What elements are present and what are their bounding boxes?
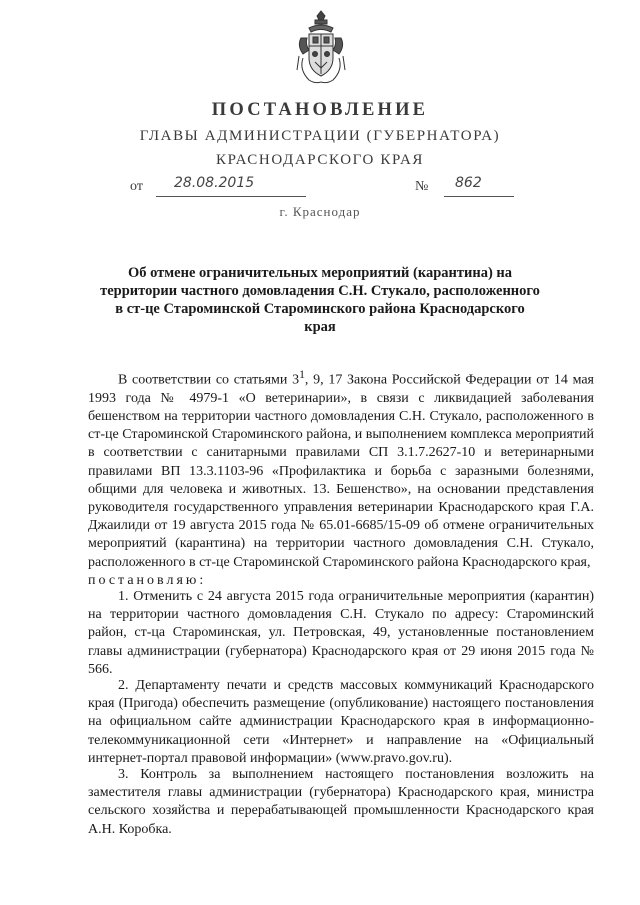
city-line: г. Краснодар [279,204,361,219]
coat-of-arms-emblem [295,10,347,86]
document-title: Об отмене ограничительных мероприятий (карантина) на территории частного домовладения С.Н. Стукало, расположенного в ст-це Староминской Староминского района Краснодарского края [100,265,540,335]
number-label: № [415,179,429,194]
handwritten-date: 28.08.2015 [174,175,255,191]
document-type-heading: ПОСТАНОВЛЕНИЕ [211,100,429,120]
item-3-paragraph: 3. Контроль за выполнением настоящего постановления возложить на заместителя главы администрации (губернатора) Краснодарского края, министра сельского хозяйства и перерабатывающей промышленности Краснодарского края А.Н. Коробка. [88,767,594,837]
decree-word: постановляю: [88,572,207,588]
article-superscript: 1 [299,368,305,381]
handwritten-number: 862 [455,175,482,191]
number-underline [444,196,514,197]
date-number-row [130,176,530,202]
preamble-text-start: В соответствии со статьями 3 [118,372,300,388]
item-1-paragraph: 1. Отменить с 24 августа 2015 года ограничительные мероприятия (карантин) на территории частного домовладения С.Н. Стукало по адресу: Староминский район, ст-ца Староминская, ул. Петровская, 49, установленные постановлением главы администрации (губернатора) Краснодарского края от 29 июня 2015 года № 566. [88,589,594,677]
preamble-text-rest: , 9, 17 Закона Российской Федерации от 14 мая 1993 года № 4979-1 «О ветеринарии», в связи с ликвидацией заболевания бешенством на территории частного домовладения С.Н. Стукало, расположенного в ст-це Староминской Староминского района, и выполнением комплекса мероприятий в соответствии с санитарными правилами СП 3.1.7.2627-10 и ветеринарными правилами ВП 13.3.1103-96 «Профилактика и борьба с заразными болезнями, общими для человека и животных. 13. Бешенство», на основании представления руководителя государственного управления ветеринарии Краснодарского края Г.А. Джаилиди от 19 августа 2015 года № 65.01-6685/15-09 об отмене ограничительных мероприятий (карантина) на территории частного домовладения С.Н. Стукало, расположенного в ст-це Староминской Староминского района Краснодарского края, [88,372,594,570]
issuer-heading: ГЛАВЫ АДМИНИСТРАЦИИ (ГУБЕРНАТОРА) [139,128,501,144]
item-2-paragraph: 2. Департаменту печати и средств массовых коммуникаций Краснодарского края (Пригода) обеспечить размещение (опубликование) настоящего постановления на официальном сайте администрации Краснодарского края в информационно-телекоммуникационной сети «Интернет» и направление на «Официальный интернет-портал правовой информации» (www.pravo.gov.ru). [88,678,594,766]
date-underline [156,196,306,197]
region-heading: КРАСНОДАРСКОГО КРАЯ [215,152,425,168]
date-label: от [130,179,143,194]
preamble-paragraph [88,366,594,590]
